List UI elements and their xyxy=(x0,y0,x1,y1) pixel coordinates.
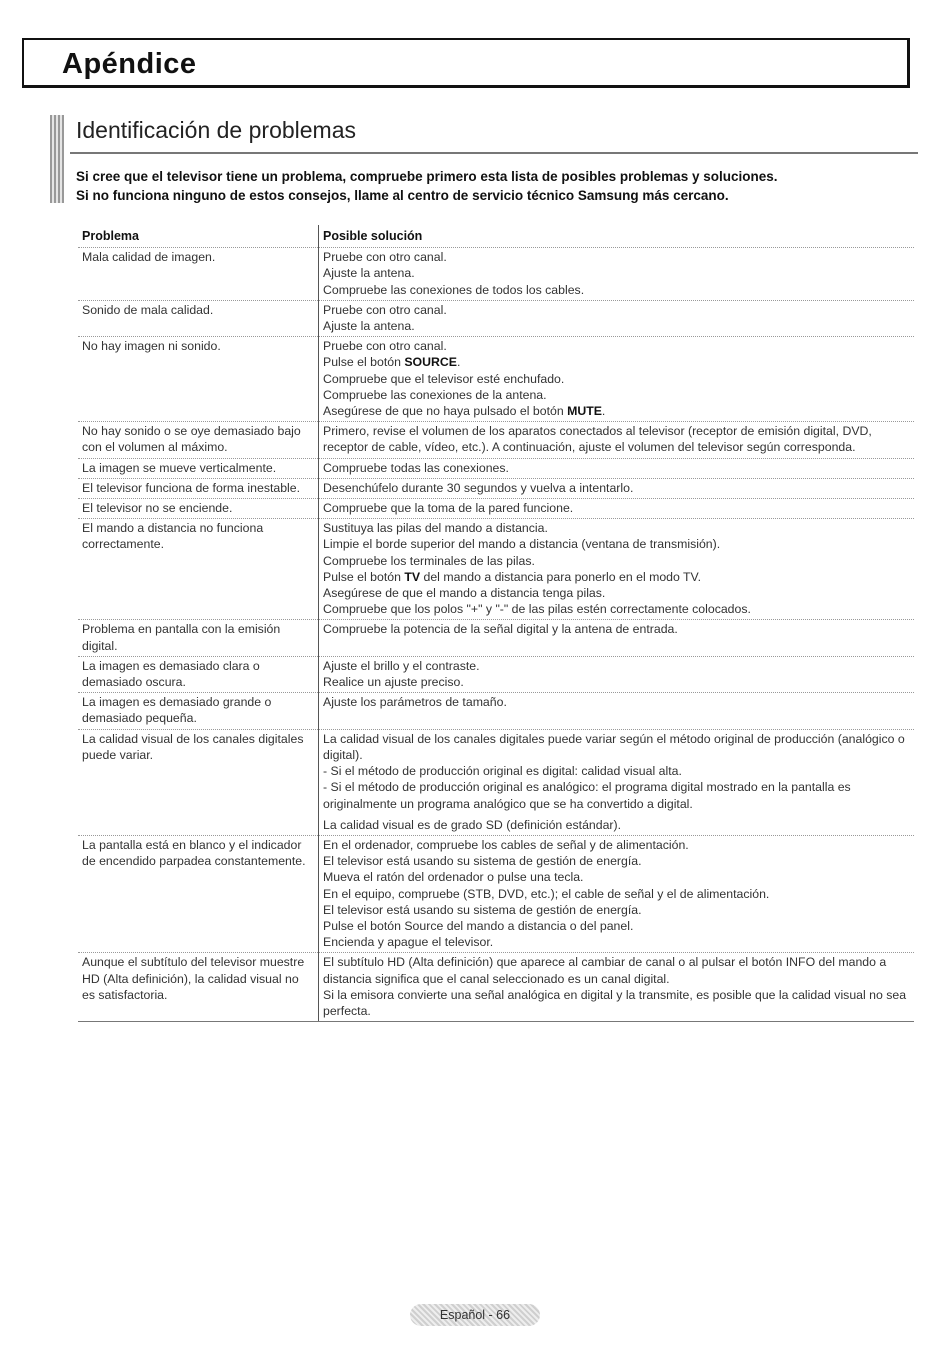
problem-text: La imagen se mueve verticalmente. xyxy=(82,460,277,475)
solution-line xyxy=(323,480,910,496)
solution-text: Compruebe la potencia de la señal digital y la antena de entrada. xyxy=(323,622,678,637)
solution-cell xyxy=(319,422,915,458)
solution-text: Ajuste la antena. xyxy=(323,266,415,281)
solution-line xyxy=(323,318,910,334)
column-header-problem: Problema xyxy=(78,225,319,248)
solution-line xyxy=(323,302,910,318)
solution-text: Compruebe las conexiones de todos los cables. xyxy=(323,282,585,297)
problem-cell xyxy=(78,300,319,336)
table-row xyxy=(78,337,914,422)
solution-cell xyxy=(319,656,915,692)
solution-text: del mando a distancia para ponerlo en el modo TV. xyxy=(420,569,702,584)
solution-text: Pruebe con otro canal. xyxy=(323,250,447,265)
solution-line xyxy=(323,694,910,710)
solution-text: Limpie el borde superior del mando a distancia (ventana de transmisión). xyxy=(323,537,721,552)
solution-line xyxy=(323,354,910,370)
problem-cell xyxy=(78,422,319,458)
problem-text: La calidad visual de los canales digitales puede variar. xyxy=(82,731,304,762)
problem-cell xyxy=(78,458,319,478)
solution-text: Compruebe que los polos "+" y "-" de las pilas estén correctamente colocados. xyxy=(323,602,751,617)
solution-text: . xyxy=(456,355,461,370)
table-row xyxy=(78,422,914,458)
problem-cell xyxy=(78,337,319,422)
table-row xyxy=(78,835,914,952)
solution-cell xyxy=(319,337,915,422)
solution-line xyxy=(323,460,910,476)
button-name: SOURCE xyxy=(404,355,457,370)
page-number-badge: Español - 66 xyxy=(410,1304,540,1326)
table-body xyxy=(78,248,914,1022)
table-row xyxy=(78,519,914,620)
problem-cell xyxy=(78,478,319,498)
solution-text: - Si el método de producción original es digital: calidad visual alta. xyxy=(323,764,682,779)
problem-text: La imagen es demasiado clara o demasiado oscura. xyxy=(82,658,260,690)
solution-line xyxy=(323,621,910,637)
solution-line xyxy=(323,817,910,833)
solution-cell xyxy=(319,248,915,301)
problem-text: No hay sonido o se oye demasiado bajo con el volumen al máximo. xyxy=(82,424,301,455)
solution-text: Pulse el botón Source del mando a distancia o del panel. xyxy=(323,918,634,933)
solution-cell xyxy=(319,519,915,620)
problem-cell xyxy=(78,953,319,1022)
solution-text: En el ordenador, compruebe los cables de señal y de alimentación. xyxy=(323,837,689,852)
solution-line xyxy=(323,536,910,552)
solution-text: Asegúrese de que el mando a distancia tenga pilas. xyxy=(323,586,606,601)
button-name: MUTE xyxy=(567,404,602,419)
problem-text: de encendido parpadea constantemente. xyxy=(82,854,306,869)
solution-text: Ajuste la antena. xyxy=(323,319,415,334)
solution-line xyxy=(323,869,910,885)
solution-cell xyxy=(319,458,915,478)
table-header-row xyxy=(78,225,914,248)
solution-line xyxy=(323,585,910,601)
solution-line xyxy=(323,249,910,265)
table-row xyxy=(78,953,914,1022)
column-header-solution: Posible solución xyxy=(319,225,915,248)
solution-text: Realice un ajuste preciso. xyxy=(323,675,464,690)
solution-line xyxy=(323,569,910,585)
solution-line xyxy=(323,423,910,455)
table-row xyxy=(78,729,914,835)
problem-cell xyxy=(78,729,319,835)
table-row xyxy=(78,693,914,729)
table-row xyxy=(78,248,914,301)
solution-text: El televisor está usando su sistema de gestión de energía. xyxy=(323,902,642,917)
problem-cell xyxy=(78,656,319,692)
solution-cell xyxy=(319,300,915,336)
solution-text: Compruebe las conexiones de la antena. xyxy=(323,387,547,402)
intro-text xyxy=(76,167,916,205)
solution-cell xyxy=(319,835,915,952)
section-marker-bar xyxy=(50,115,64,203)
appendix-header-box xyxy=(22,38,910,88)
solution-line xyxy=(323,731,910,763)
page-title: Apéndice xyxy=(62,48,197,80)
solution-line xyxy=(323,520,910,536)
solution-text: Pulse el botón xyxy=(323,355,405,370)
solution-text: Compruebe los terminales de las pilas. xyxy=(323,553,535,568)
solution-line xyxy=(323,837,910,853)
problem-cell xyxy=(78,519,319,620)
solution-text: Pruebe con otro canal. xyxy=(323,339,447,354)
solution-line xyxy=(323,553,910,569)
solution-line xyxy=(323,954,910,986)
table-row xyxy=(78,300,914,336)
solution-line xyxy=(323,500,910,516)
solution-line xyxy=(323,371,910,387)
problem-cell xyxy=(78,835,319,952)
solution-cell xyxy=(319,953,915,1022)
solution-text: Pruebe con otro canal. xyxy=(323,302,447,317)
solution-text: Encienda y apague el televisor. xyxy=(323,935,494,950)
solution-text: Asegúrese de que no haya pulsado el botón xyxy=(323,404,568,419)
solution-line xyxy=(323,853,910,869)
solution-text: Mueva el ratón del ordenador o pulse una tecla. xyxy=(323,870,584,885)
solution-cell xyxy=(319,499,915,519)
solution-line xyxy=(323,934,910,950)
table-row xyxy=(78,478,914,498)
solution-line xyxy=(323,601,910,617)
solution-line xyxy=(323,265,910,281)
problem-cell xyxy=(78,248,319,301)
solution-text: Ajuste los parámetros de tamaño. xyxy=(323,695,507,710)
table-row xyxy=(78,499,914,519)
problem-text: Mala calidad de imagen. xyxy=(82,250,216,265)
table-row xyxy=(78,656,914,692)
solution-cell xyxy=(319,478,915,498)
solution-cell xyxy=(319,693,915,729)
problem-cell xyxy=(78,693,319,729)
solution-text: Ajuste el brillo y el contraste. xyxy=(323,658,480,673)
solution-text: - Si el método de producción original es analógico: el programa digital mostrado en la pantalla es originalmente un programa analógico que se ha convertido a digital. xyxy=(323,780,851,811)
solution-line xyxy=(323,987,910,1019)
solution-line xyxy=(323,902,910,918)
table-row xyxy=(78,620,914,656)
solution-text: La calidad visual es de grado SD (definición estándar). xyxy=(323,817,622,832)
problem-text: La pantalla está en blanco y el indicador xyxy=(82,837,302,852)
solution-line xyxy=(323,282,910,298)
solution-line xyxy=(323,918,910,934)
problem-text: El mando a distancia no funciona correctamente. xyxy=(82,521,264,552)
solution-text: El subtítulo HD (Alta definición) que aparece al cambiar de canal o al pulsar el botón INFO del mando a distancia significa que el canal seleccionado es un canal digital. xyxy=(323,955,887,986)
intro-line: Si cree que el televisor tiene un problema, compruebe primero esta lista de posibles problemas y soluciones. xyxy=(76,169,778,184)
problem-text: No hay imagen ni sonido. xyxy=(82,339,221,354)
problem-text: El televisor funciona de forma inestable. xyxy=(82,480,301,495)
solution-text: Sustituya las pilas del mando a distancia. xyxy=(323,521,548,536)
button-name: TV xyxy=(404,569,421,584)
problem-cell xyxy=(78,499,319,519)
problem-text: Sonido de mala calidad. xyxy=(82,302,214,317)
problem-text: Aunque el subtítulo del televisor muestre HD (Alta definición), la calidad visual no es satisfactoria. xyxy=(82,955,305,1002)
problem-text: Problema en pantalla con la emisión digital. xyxy=(82,622,281,653)
section-title: Identificación de problemas xyxy=(76,117,356,143)
solution-line xyxy=(323,658,910,674)
solution-line xyxy=(323,674,910,690)
solution-cell xyxy=(319,729,915,835)
solution-text: La calidad visual de los canales digitales puede variar según el método original de producción (analógico o digital). xyxy=(323,731,905,762)
solution-text: Si la emisora convierte una señal analógica en digital y la transmite, es posible que la calidad visual no sea perfecta. xyxy=(323,987,907,1018)
solution-text: Compruebe que la toma de la pared funcione. xyxy=(323,501,574,516)
problem-text: La imagen es demasiado grande o demasiado pequeña. xyxy=(82,695,272,726)
problem-text: El televisor no se enciende. xyxy=(82,501,233,516)
troubleshooting-table xyxy=(78,225,914,1022)
solution-cell xyxy=(319,620,915,656)
solution-text: Primero, revise el volumen de los aparatos conectados al televisor (receptor de emisión digital, DVD, receptor de cable, vídeo, etc.). A continuación, ajuste el volumen del televisor según corresponda. xyxy=(323,424,872,455)
solution-text: Compruebe que el televisor esté enchufado. xyxy=(323,371,565,386)
solution-line xyxy=(323,779,910,811)
problem-cell xyxy=(78,620,319,656)
solution-text: El televisor está usando su sistema de gestión de energía. xyxy=(323,854,642,869)
section-divider xyxy=(70,152,918,154)
solution-line xyxy=(323,403,910,419)
solution-text: Pulse el botón xyxy=(323,569,405,584)
table-row xyxy=(78,458,914,478)
solution-text: . xyxy=(601,404,606,419)
intro-line: Si no funciona ninguno de estos consejos, llame al centro de servicio técnico Samsung más cercano. xyxy=(76,188,729,203)
solution-text: Desenchúfelo durante 30 segundos y vuelva a intentarlo. xyxy=(323,480,634,495)
solution-line xyxy=(323,763,910,779)
solution-line xyxy=(323,338,910,354)
solution-line xyxy=(323,387,910,403)
solution-line xyxy=(323,886,910,902)
solution-text: En el equipo, compruebe (STB, DVD, etc.); el cable de señal y el de alimentación. xyxy=(323,886,770,901)
solution-text: Compruebe todas las conexiones. xyxy=(323,460,509,475)
